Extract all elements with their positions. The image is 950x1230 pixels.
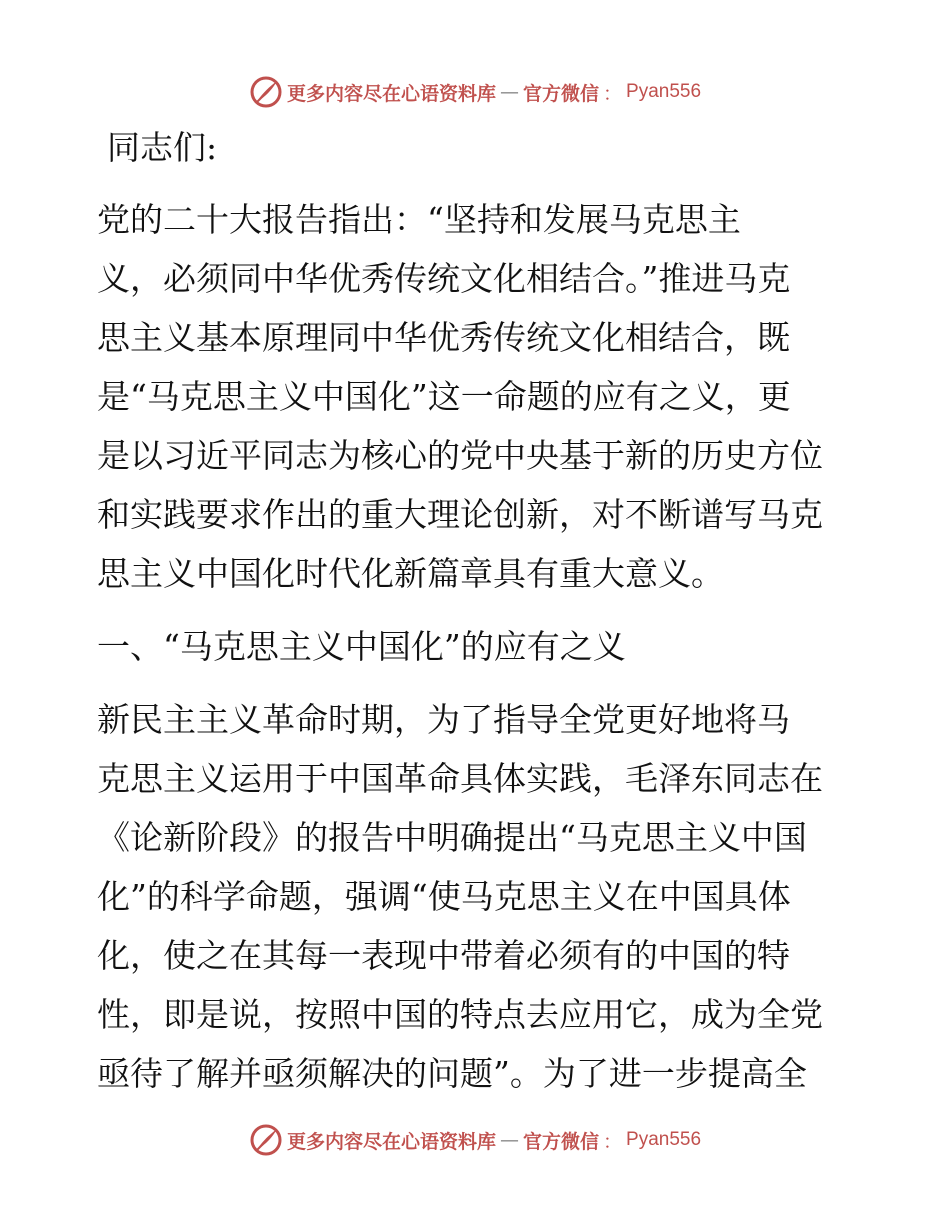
greeting: 同志们:: [107, 128, 218, 167]
watermark-wechat-id: Pyan556: [626, 1129, 702, 1150]
section-heading: 一、“马克思主义中国化”的应有之义: [97, 627, 626, 666]
watermark-dash: —: [499, 1129, 519, 1151]
watermark-label: 官方微信: [522, 1130, 599, 1153]
paragraph-2: [97, 690, 823, 1103]
text-line: 化”的科学命题，强调“使马克思主义在中国具体: [97, 877, 791, 916]
watermark-dash: —: [499, 81, 519, 103]
text-line: 思主义中国化时代化新篇章具有重大意义。: [97, 554, 724, 593]
watermark-colon: ：: [603, 82, 623, 105]
text-line: 化，使之在其每一表现中带着必须有的中国的特: [97, 936, 790, 975]
footer-watermark: [0, 1120, 950, 1160]
quill-logo-icon: [249, 1123, 283, 1157]
header-watermark: [0, 72, 950, 112]
paragraph-1: [97, 190, 823, 603]
watermark-label: 官方微信: [522, 82, 599, 105]
text-line: 党的二十大报告指出：“坚持和发展马克思主: [97, 200, 741, 239]
text-line: 《论新阶段》的报告中明确提出“马克思主义中国: [97, 818, 807, 857]
text-line: 义，必须同中华优秀传统文化相结合。”推进马克: [97, 259, 791, 298]
text-line: 性，即是说，按照中国的特点去应用它，成为全党: [97, 995, 823, 1034]
watermark-colon: ：: [603, 1130, 623, 1153]
watermark-main-text: 更多内容尽在心语资料库: [286, 82, 496, 105]
text-line: 是“马克思主义中国化”这一命题的应有之义，更: [97, 377, 791, 416]
text-line: 克思主义运用于中国革命具体实践，毛泽东同志在: [97, 759, 823, 798]
text-line: 是以习近平同志为核心的党中央基于新的历史方位: [97, 436, 823, 475]
text-line: 思主义基本原理同中华优秀传统文化相结合，既: [97, 318, 790, 357]
watermark-wechat-id: Pyan556: [626, 81, 702, 102]
watermark-main-text: 更多内容尽在心语资料库: [286, 1130, 496, 1153]
text-line: 新民主主义革命时期，为了指导全党更好地将马: [97, 700, 790, 739]
text-line: 亟待了解并亟须解决的问题”。为了进一步提高全: [97, 1054, 807, 1093]
text-line: 和实践要求作出的重大理论创新，对不断谱写马克: [97, 495, 823, 534]
quill-logo-icon: [249, 75, 283, 109]
